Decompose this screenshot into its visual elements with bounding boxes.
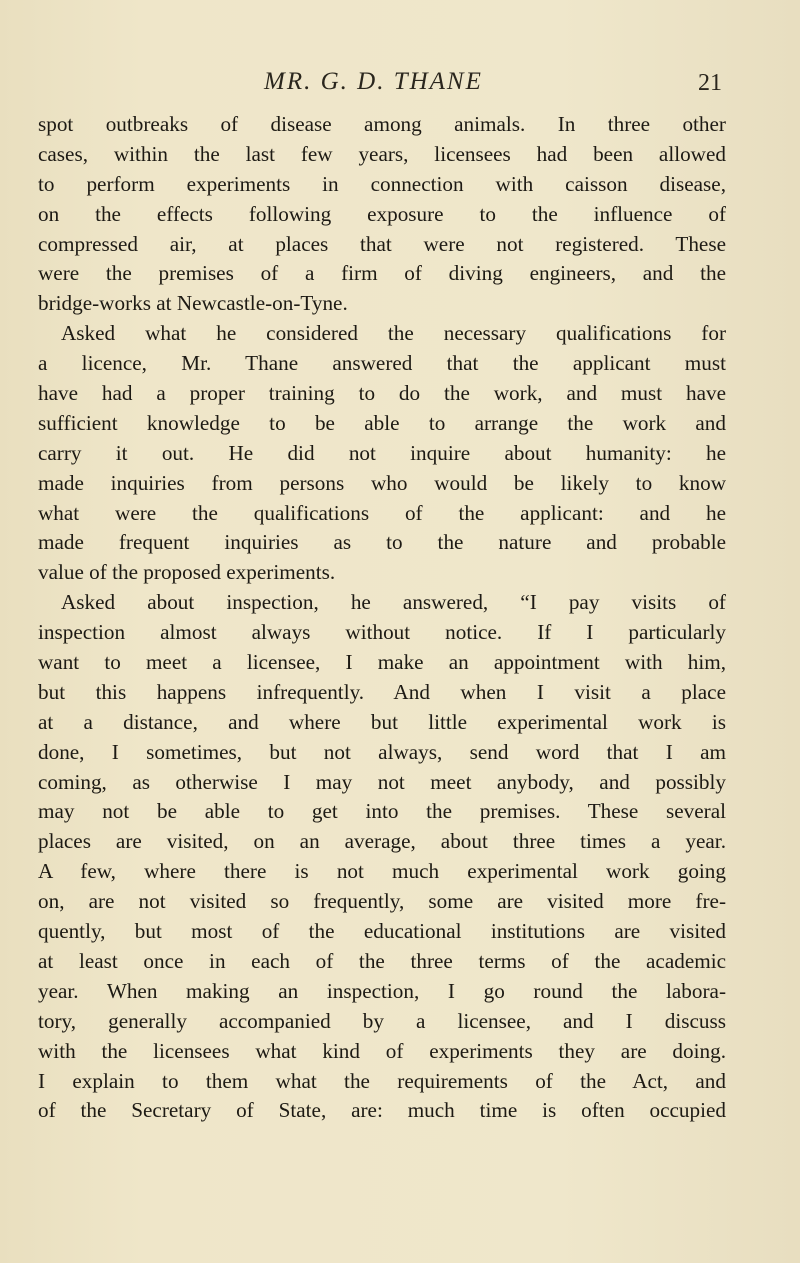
text-line: with the licensees what kind of experiments they are doing. [38, 1038, 726, 1063]
text-line: a licence, Mr. Thane answered that the applicant must [38, 351, 726, 376]
text-line: Asked what he considered the necessary qualifications for [61, 321, 726, 346]
text-line: quently, but most of the educational institutions are visited [38, 919, 726, 944]
text-line: but this happens infrequently. And when I visit a place [38, 679, 726, 704]
page-number: 21 [698, 70, 722, 96]
text-line: A few, where there is not much experimental work going [38, 859, 726, 884]
text-line: on the effects following exposure to the influence of [38, 201, 726, 226]
text-line: on, are not visited so frequently, some are visited more fre- [38, 889, 726, 914]
text-line: made inquiries from persons who would be likely to know [38, 470, 726, 495]
running-header [0, 66, 800, 100]
text-line: what were the qualifications of the applicant: and he [38, 500, 726, 525]
text-line: bridge-works at Newcastle-on-Tyne. [38, 291, 348, 316]
text-line: value of the proposed experiments. [38, 560, 336, 585]
text-line: inspection almost always without notice. If I particularly [38, 620, 726, 645]
text-line: sufficient knowledge to be able to arrange the work and [38, 410, 726, 435]
text-line: coming, as otherwise I may not meet anybody, and possibly [38, 769, 726, 794]
text-line: cases, within the last few years, licensees had been allowed [38, 141, 726, 166]
text-line: made frequent inquiries as to the nature and probable [38, 530, 726, 555]
text-line: compressed air, at places that were not registered. These [38, 231, 726, 256]
text-line: spot outbreaks of disease among animals. In three other [38, 112, 726, 136]
text-line: want to meet a licensee, I make an appointment with him, [38, 650, 726, 675]
text-line: to perform experiments in connection with caisson disease, [38, 171, 726, 196]
text-line: places are visited, on an average, about three times a year. [38, 829, 726, 854]
text-line: tory, generally accompanied by a licensee, and I discuss [38, 1008, 726, 1033]
text-line: were the premises of a firm of diving engineers, and the [38, 261, 726, 286]
text-line: carry it out. He did not inquire about humanity: he [38, 440, 726, 465]
text-line: I explain to them what the requirements of the Act, and [38, 1068, 726, 1093]
text-line: at least once in each of the three terms of the academic [38, 948, 726, 973]
text-line: Asked about inspection, he answered, “I pay visits of [61, 590, 726, 615]
text-line: of the Secretary of State, are: much time is often occupied [38, 1098, 726, 1123]
body-text [38, 110, 726, 1126]
text-line: year. When making an inspection, I go round the labora- [38, 978, 726, 1003]
running-title: MR. G. D. THANE [264, 68, 483, 95]
text-line: done, I sometimes, but not always, send word that I am [38, 739, 726, 764]
text-line: may not be able to get into the premises. These several [38, 799, 726, 824]
text-line: have had a proper training to do the work, and must have [38, 381, 726, 406]
text-line: at a distance, and where but little experimental work is [38, 709, 726, 734]
